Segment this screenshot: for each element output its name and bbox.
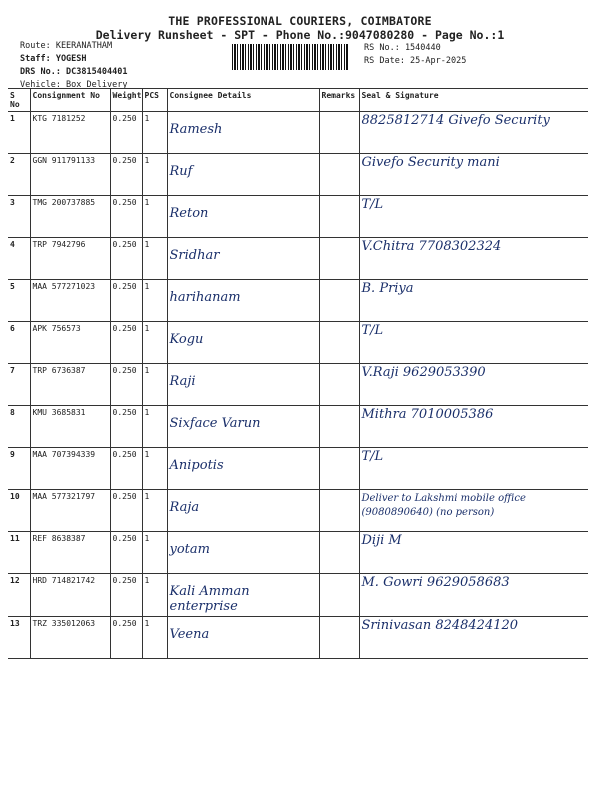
cell-sno: 2 [8, 154, 30, 196]
cell-sno: 1 [8, 112, 30, 154]
table-row [8, 322, 588, 364]
signature-handwriting: Givefo Security mani [361, 155, 500, 170]
cell-remarks [319, 490, 359, 532]
signature-handwriting: B. Priya [361, 281, 414, 296]
signature-handwriting: Diji M [361, 533, 402, 548]
signature-handwriting: M. Gowri 9629058683 [361, 575, 510, 590]
cell-consignment: APK 756573 [30, 322, 110, 364]
cell-consignment: KTG 7181252 [30, 112, 110, 154]
cell-pcs: 1 [142, 322, 167, 364]
cell-weight: 0.250 [110, 196, 142, 238]
cell-sno: 3 [8, 196, 30, 238]
table-row [8, 364, 588, 406]
cell-sno: 12 [8, 574, 30, 617]
cell-consignee [167, 196, 319, 238]
cell-weight: 0.250 [110, 406, 142, 448]
cell-signature [359, 490, 588, 532]
table-row [8, 238, 588, 280]
page-subtitle: Delivery Runsheet - SPT - Phone No.:9047080280 - Page No.:1 [95, 28, 505, 42]
cell-consignment: TMG 200737885 [30, 196, 110, 238]
cell-signature [359, 280, 588, 322]
cell-signature [359, 196, 588, 238]
table-row [8, 406, 588, 448]
consignee-handwriting: Raja [169, 500, 200, 515]
cell-consignment: KMU 3685831 [30, 406, 110, 448]
cell-sno: 6 [8, 322, 30, 364]
cell-weight: 0.250 [110, 154, 142, 196]
cell-weight: 0.250 [110, 532, 142, 574]
consignee-handwriting: Ramesh [169, 122, 223, 137]
signature-handwriting: T/L [361, 449, 384, 464]
runsheet-meta-left [20, 40, 127, 92]
cell-signature [359, 617, 588, 659]
col-header-weight: Weight [110, 89, 142, 112]
cell-consignee [167, 322, 319, 364]
consignee-handwriting: Ruf [169, 164, 193, 179]
cell-consignment: MAA 577271023 [30, 280, 110, 322]
table-row [8, 532, 588, 574]
cell-weight: 0.250 [110, 490, 142, 532]
col-header-remarks: Remarks [319, 89, 359, 112]
cell-remarks [319, 617, 359, 659]
consignee-handwriting: Sixface Varun [169, 416, 261, 431]
cell-consignee [167, 280, 319, 322]
cell-remarks [319, 364, 359, 406]
cell-pcs: 1 [142, 448, 167, 490]
consignee-handwriting: Veena [169, 627, 210, 642]
cell-signature [359, 238, 588, 280]
cell-consignee [167, 112, 319, 154]
signature-handwriting: Mithra 7010005386 [361, 407, 494, 422]
cell-weight: 0.250 [110, 364, 142, 406]
consignee-handwriting: Kali Amman enterprise [169, 584, 250, 614]
cell-signature [359, 448, 588, 490]
cell-weight: 0.250 [110, 448, 142, 490]
cell-signature [359, 322, 588, 364]
cell-consignment: MAA 577321797 [30, 490, 110, 532]
cell-signature [359, 574, 588, 617]
cell-pcs: 1 [142, 574, 167, 617]
signature-handwriting: 8825812714 Givefo Security [361, 113, 550, 128]
consignee-handwriting: harihanam [169, 290, 241, 305]
table-row [8, 574, 588, 617]
cell-pcs: 1 [142, 280, 167, 322]
cell-weight: 0.250 [110, 617, 142, 659]
cell-sno: 7 [8, 364, 30, 406]
page-title: THE PROFESSIONAL COURIERS, COIMBATORE [168, 14, 432, 28]
cell-remarks [319, 448, 359, 490]
table-row [8, 617, 588, 659]
consignee-handwriting: Kogu [169, 332, 204, 347]
signature-handwriting: Srinivasan 8248424120 [361, 618, 519, 633]
staff-label: Staff: YOGESH [20, 54, 87, 64]
cell-remarks [319, 196, 359, 238]
col-header-sno: S No [8, 89, 30, 112]
barcode-image [232, 44, 348, 70]
cell-pcs: 1 [142, 154, 167, 196]
rs-number-label: RS No.: 1540440 [364, 43, 441, 53]
cell-sno: 10 [8, 490, 30, 532]
cell-remarks [319, 112, 359, 154]
cell-pcs: 1 [142, 617, 167, 659]
cell-remarks [319, 322, 359, 364]
cell-weight: 0.250 [110, 238, 142, 280]
table-header-row [8, 89, 588, 112]
cell-pcs: 1 [142, 196, 167, 238]
cell-consignee [167, 490, 319, 532]
table-row [8, 448, 588, 490]
cell-remarks [319, 574, 359, 617]
drs-label: DRS No.: DC3815404401 [20, 67, 128, 77]
table-row [8, 280, 588, 322]
signature-handwriting: Deliver to Lakshmi mobile office (9080890640) (no person) [361, 493, 526, 518]
runsheet-meta-right [364, 42, 466, 68]
cell-signature [359, 532, 588, 574]
cell-remarks [319, 238, 359, 280]
col-header-consignee: Consignee Details [167, 89, 319, 112]
cell-consignment: MAA 707394339 [30, 448, 110, 490]
cell-signature [359, 154, 588, 196]
cell-signature [359, 364, 588, 406]
cell-sno: 9 [8, 448, 30, 490]
route-label: Route: KEERANATHAM [20, 41, 113, 51]
cell-pcs: 1 [142, 112, 167, 154]
consignee-handwriting: Sridhar [169, 248, 220, 263]
consignee-handwriting: yotam [169, 542, 210, 557]
table-row [8, 490, 588, 532]
table-row [8, 154, 588, 196]
cell-remarks [319, 154, 359, 196]
cell-consignee [167, 574, 319, 617]
vehicle-label: Vehicle: Box Delivery [20, 80, 128, 90]
col-header-pcs: PCS [142, 89, 167, 112]
cell-remarks [319, 406, 359, 448]
cell-weight: 0.250 [110, 574, 142, 617]
col-header-signature: Seal & Signature [359, 89, 588, 112]
signature-handwriting: V.Raji 9629053390 [361, 365, 486, 380]
cell-signature [359, 406, 588, 448]
cell-signature [359, 112, 588, 154]
cell-weight: 0.250 [110, 112, 142, 154]
cell-consignee [167, 154, 319, 196]
cell-sno: 8 [8, 406, 30, 448]
cell-consignee [167, 238, 319, 280]
cell-consignee [167, 406, 319, 448]
cell-remarks [319, 280, 359, 322]
cell-sno: 5 [8, 280, 30, 322]
signature-handwriting: T/L [361, 197, 384, 212]
cell-weight: 0.250 [110, 322, 142, 364]
cell-sno: 11 [8, 532, 30, 574]
table-row [8, 196, 588, 238]
cell-consignment: GGN 911791133 [30, 154, 110, 196]
consignee-handwriting: Reton [169, 206, 209, 221]
signature-handwriting: V.Chitra 7708302324 [361, 239, 502, 254]
cell-consignment: TRP 6736387 [30, 364, 110, 406]
delivery-table [8, 88, 588, 659]
cell-consignment: HRD 714821742 [30, 574, 110, 617]
cell-consignee [167, 364, 319, 406]
cell-remarks [319, 532, 359, 574]
cell-sno: 4 [8, 238, 30, 280]
col-header-consignment: Consignment No [30, 89, 110, 112]
cell-sno: 13 [8, 617, 30, 659]
cell-consignee [167, 448, 319, 490]
signature-handwriting: T/L [361, 323, 384, 338]
cell-consignee [167, 532, 319, 574]
cell-pcs: 1 [142, 532, 167, 574]
consignee-handwriting: Anipotis [169, 458, 224, 473]
rs-date-label: RS Date: 25-Apr-2025 [364, 56, 467, 66]
consignee-handwriting: Raji [169, 374, 196, 389]
cell-consignment: REF 8638387 [30, 532, 110, 574]
cell-pcs: 1 [142, 406, 167, 448]
cell-consignee [167, 617, 319, 659]
cell-weight: 0.250 [110, 280, 142, 322]
cell-pcs: 1 [142, 490, 167, 532]
table-row [8, 112, 588, 154]
cell-pcs: 1 [142, 238, 167, 280]
cell-pcs: 1 [142, 364, 167, 406]
cell-consignment: TRP 7942796 [30, 238, 110, 280]
cell-consignment: TRZ 335012063 [30, 617, 110, 659]
